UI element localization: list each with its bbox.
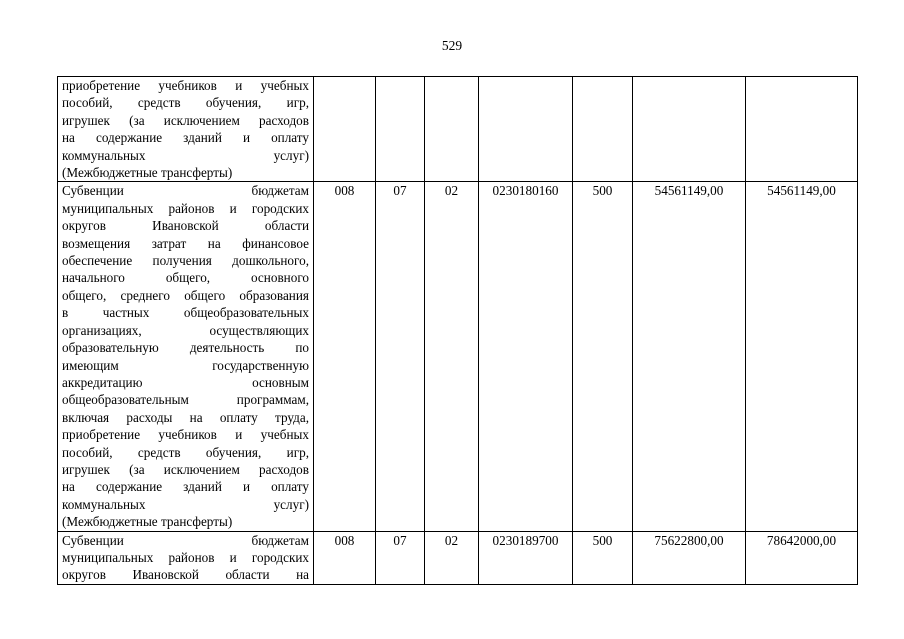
table-body (58, 77, 858, 585)
target-article-code (479, 77, 573, 182)
grbs-code: 008 (314, 182, 376, 531)
subsection-code: 02 (425, 531, 479, 584)
section-code (376, 77, 425, 182)
amount-year-2: 54561149,00 (746, 182, 858, 531)
description-line: аккредитацию основным (62, 374, 309, 390)
description-line: коммунальных услуг) (62, 147, 309, 163)
description-line: включая расходы на оплату труда, (62, 409, 309, 425)
expense-type-code (573, 77, 633, 182)
description-line: округов Ивановской области на (62, 567, 309, 583)
row-description (58, 182, 314, 531)
amount-year-2 (746, 77, 858, 182)
description-line: начального общего, основного (62, 270, 309, 286)
description-line: приобретение учебников и учебных (62, 78, 309, 93)
description-line: возмещения затрат на финансовое (62, 235, 309, 251)
table-row (58, 531, 858, 584)
description-line: общего, среднего общего образования (62, 287, 309, 303)
description-line: в частных общеобразовательных (62, 305, 309, 321)
amount-year-1 (633, 77, 746, 182)
grbs-code (314, 77, 376, 182)
section-code: 07 (376, 182, 425, 531)
description-line: образовательную деятельность по (62, 340, 309, 356)
expense-type-code: 500 (573, 531, 633, 584)
description-line: Субвенции бюджетам (62, 183, 309, 199)
budget-table (57, 76, 858, 585)
description-line: игрушек (за исключением расходов (62, 112, 309, 128)
description-line: муниципальных районов и городских (62, 200, 309, 216)
amount-year-2: 78642000,00 (746, 531, 858, 584)
table-row (58, 77, 858, 182)
description-line: имеющим государственную (62, 357, 309, 373)
page-number: 529 (441, 38, 463, 53)
target-article-code: 0230189700 (479, 531, 573, 584)
description-line: пособий, средств обучения, игр, (62, 444, 309, 460)
description-line: на содержание зданий и оплату (62, 130, 309, 146)
description-line: приобретение учебников и учебных (62, 427, 309, 443)
description-line: на содержание зданий и оплату (62, 479, 309, 495)
target-article-code: 0230180160 (479, 182, 573, 531)
expense-type-code: 500 (573, 182, 633, 531)
table-row (58, 182, 858, 531)
description-line: Субвенции бюджетам (62, 532, 309, 548)
section-code: 07 (376, 531, 425, 584)
description-line: муниципальных районов и городских (62, 549, 309, 565)
description-line: игрушек (за исключением расходов (62, 461, 309, 477)
description-line: (Межбюджетные трансферты) (62, 165, 233, 181)
subsection-code: 02 (425, 182, 479, 531)
grbs-code: 008 (314, 531, 376, 584)
row-description (58, 77, 314, 182)
description-line: организациях, осуществляющих (62, 322, 309, 338)
description-line: пособий, средств обучения, игр, (62, 95, 309, 111)
description-line: округов Ивановской области (62, 218, 309, 234)
amount-year-1: 54561149,00 (633, 182, 746, 531)
description-line: (Межбюджетные трансферты) (62, 514, 233, 530)
description-line: общеобразовательным программам, (62, 392, 309, 408)
description-line: обеспечение получения дошкольного, (62, 253, 309, 269)
description-line: коммунальных услуг) (62, 496, 309, 512)
row-description (58, 531, 314, 584)
amount-year-1: 75622800,00 (633, 531, 746, 584)
subsection-code (425, 77, 479, 182)
